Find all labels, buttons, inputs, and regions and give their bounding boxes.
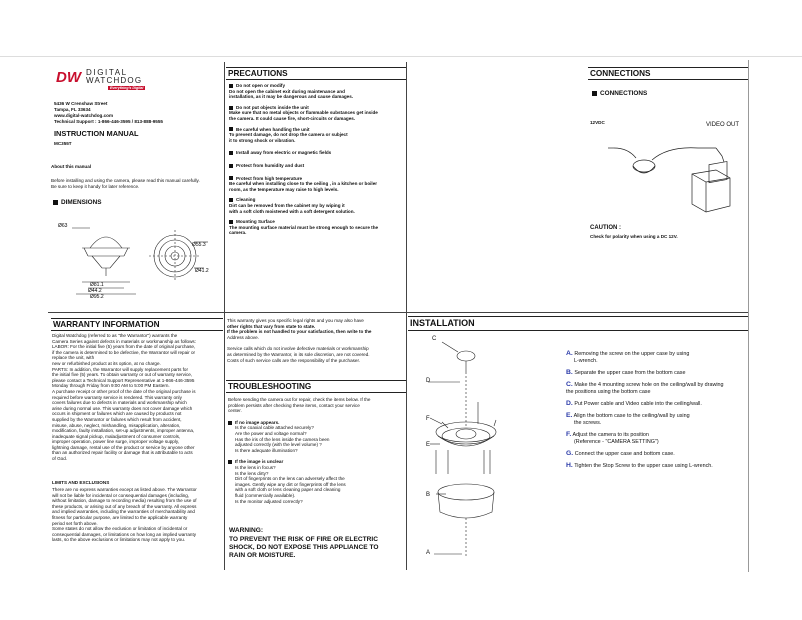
precaution-item — [229, 83, 405, 100]
mid-divider — [48, 312, 748, 313]
limits-line: without limitation, damage to recording media) resulting from the use of — [52, 498, 197, 504]
precaution-item — [229, 163, 405, 169]
install-step: D. Put Power cable and Video cable into the ceiling/wall. — [566, 400, 702, 407]
precaution-line: Dirt can be removed from the cabinet my by wiping it — [229, 202, 345, 208]
divider-2 — [406, 62, 407, 312]
precaution-title: Be careful when handling the unit — [229, 127, 405, 133]
warranty-body — [52, 333, 222, 462]
camera-dome — [633, 160, 655, 172]
address-support: Technical Support : 1-866-446-3595 / 813-888-9555 — [54, 119, 163, 124]
logo-brand-bottom: WATCHDOG — [86, 76, 143, 85]
precaution-item — [229, 150, 405, 156]
right-edge — [748, 60, 749, 572]
limits-line: lasts, so the above exclusions or limitations may not apply to you. — [52, 537, 186, 543]
about-heading: About this manual — [51, 164, 92, 169]
caution-title: CAUTION : — [590, 225, 621, 231]
connections-header: CONNECTIONS — [588, 67, 748, 80]
install-step: C. Make the 4 mounting screw hole on the ceiling/wall by drawing the positions using the bottom case — [566, 381, 724, 395]
install-step: B. Separate the upper case from the bottom case — [566, 369, 686, 376]
installation-heading: INSTALLATION — [408, 316, 748, 331]
ts-line: with a soft cloth or lens cleaning paper and cleaning — [235, 487, 341, 493]
install-step: G. Connect the upper case and bottom case. — [566, 450, 675, 457]
ts-line: Are the power and voltage normal? — [235, 430, 307, 436]
troubleshooting-heading: TROUBLESHOOTING — [226, 380, 406, 393]
precaution-line: The mounting surface material must be strong enough to secure the — [229, 224, 379, 230]
warranty-line: lightning damage, rental use of the product or service by anyone other — [52, 444, 195, 450]
dome-side-view — [90, 237, 122, 248]
diagram-label: E — [426, 442, 431, 448]
precaution-title: Mounting Surface — [229, 219, 405, 225]
legal-line: If the problem is not handled to your satisfaction, then write to the — [227, 329, 372, 335]
ts-line: fluid (commercially available). — [235, 492, 296, 498]
precaution-title: Cleaning — [229, 197, 405, 203]
warranty-line: new or refurbished product at its option, at no charge. — [52, 360, 161, 366]
dim-label: Ø95.2 — [90, 294, 104, 300]
precaution-title: Do not open or modify — [229, 83, 405, 89]
warranty-line: than an authorized repair facility or damage that is attributable to acts — [52, 450, 193, 456]
install-step: E. Align the bottom case to the ceiling/wall by using the screws. — [566, 412, 690, 426]
precaution-title: Protect from high temperature — [229, 176, 405, 182]
install-step: A. Removing the screw on the upper case by using L-wrench. — [566, 350, 690, 364]
warning-title: WARNING: — [229, 527, 264, 534]
address-street: 5436 W Crenshaw Street — [54, 101, 108, 106]
diagram-label: A — [426, 550, 431, 556]
dimensions-heading: DIMENSIONS — [53, 199, 101, 206]
warranty-line: covers failures due to defects in materials and workmanship which — [52, 400, 187, 406]
precaution-title: Protect from humidity and dust — [229, 163, 405, 169]
precaution-line: room, as the temperature may raise to high levels. — [229, 186, 339, 192]
power-cable — [614, 148, 636, 158]
installation-diagram — [420, 332, 540, 570]
precaution-item — [229, 176, 405, 193]
limits-line: these products, or arising out of any breach of the warranty. All express — [52, 503, 197, 509]
warranty-line: replace the unit, with — [52, 355, 95, 361]
legal-text — [227, 318, 403, 363]
connections-subheading: CONNECTIONS — [592, 90, 647, 97]
diagram-label: F — [426, 416, 430, 422]
video-out-label: VIDEO OUT — [706, 122, 740, 128]
precaution-line: Be careful when installing close to the ceiling , in a kitchen or boiler — [229, 181, 378, 187]
dim-label: Ø81.1 — [90, 282, 104, 288]
ts-intro-line: problem persists after checking these items, contact your service — [228, 402, 360, 408]
legal-line: This warranty gives you specific legal rights and you may also have — [227, 318, 364, 323]
precaution-line: To prevent damage, do not drop the camera or subject — [229, 132, 348, 138]
ts-line: Dirt of fingerprints on the lens can adversely affect the — [235, 476, 345, 482]
monitor — [692, 170, 730, 212]
install-step: F. Adjust the camera to its position (Reference - "CAMERA SETTING") — [566, 431, 659, 445]
precautions-list — [229, 83, 405, 236]
warranty-line: Camera Series against defects in materials or workmanship as follows: — [52, 338, 196, 344]
ts-line: Is there adequate illumination? — [235, 447, 298, 453]
warranty-line: the initial five (5) years. To obtain warranty or out of warranty service, — [52, 372, 193, 378]
warranty-heading: WARRANTY INFORMATION — [51, 318, 223, 331]
dim-label: Ø55.3 — [192, 242, 206, 248]
warranty-line: supplied by the Warrantor or failures which result from accident, — [52, 416, 182, 422]
dim-label: Ø63 — [58, 223, 68, 229]
ts-group-title: If no image appears. — [228, 420, 404, 426]
diagram-label: B — [426, 492, 431, 498]
ts-intro-line: Before sending the camera out for repair, check the items below. If the — [228, 397, 371, 402]
limits-line: period set forth above. — [52, 520, 98, 526]
warranty-line: of God. — [52, 456, 68, 462]
ts-line: images. Gently wipe any dirt or fingerprints off the lens — [235, 481, 346, 487]
address-web: www.digital-watchdog.com — [54, 113, 114, 118]
warranty-line: A purchase receipt or other proof of the date of the original purchase is — [52, 388, 196, 394]
precaution-line: camera. — [229, 230, 247, 236]
precaution-line: Do not open the cabinet exit during maintenance and — [229, 88, 345, 94]
warranty-line: inadequate signal pickup, maladjustment of consumer controls, — [52, 433, 181, 439]
camera-module — [456, 429, 476, 439]
warning-line: TO PREVENT THE RISK OF FIRE OR ELECTRIC — [229, 536, 378, 543]
warranty-line: misuse, abuse, neglect, mishandling, misapplication, alteration, — [52, 422, 181, 428]
ts-line: Is the coaxial cable attached securely? — [235, 425, 314, 431]
troubleshooting-body — [228, 397, 404, 504]
warranty-line: PARTS: In addition, the Warrantor will supply replacement parts for — [52, 366, 188, 372]
divider-1 — [224, 62, 225, 312]
precaution-item — [229, 127, 405, 144]
installation-steps — [566, 350, 746, 474]
manual-title: INSTRUCTION MANUAL — [54, 129, 139, 138]
warning-line: RAIN OR MOISTURE. — [229, 552, 296, 559]
ts-group-title: If the image is unclear — [228, 459, 404, 465]
legal-line: Address above. — [227, 334, 259, 340]
divider-3 — [224, 312, 225, 570]
address-city: Tampa, FL 33634 — [54, 107, 91, 112]
dim-label: Ø41.2 — [195, 268, 209, 274]
precaution-line: installation, as it may be dangerous and cause damages. — [229, 94, 354, 100]
upper-case — [438, 484, 494, 500]
warning-line: SHOCK, DO NOT EXPOSE THIS APPLIANCE TO — [229, 544, 379, 551]
warranty-line: Monday through Friday from 9:00 AM to 5:00 PM Eastern. — [52, 383, 170, 389]
divider-4 — [406, 312, 407, 570]
caution-text: Check for polarity when using a DC 12V. — [590, 234, 678, 239]
about-line: Be sure to keep it handy for later reference. — [51, 184, 140, 189]
warranty-line: modification, faulty installation, set-up adjustments, improper antenna, — [52, 428, 195, 434]
diagram-label: C — [432, 336, 437, 342]
warning-text — [229, 536, 378, 560]
ts-line: Is the lens dirty? — [235, 470, 269, 476]
ts-line: Is the lens in focus? — [235, 464, 276, 470]
manual-model: MC355T — [54, 141, 72, 146]
ts-intro-line: center. — [228, 408, 242, 414]
legal-line: other rights that vary from state to state. — [227, 323, 316, 329]
warranty-line: please contact a Technical Support Representative at 1-866-446-3595 — [52, 377, 195, 383]
ceiling-mount — [457, 351, 475, 361]
precautions-heading: PRECAUTIONS — [226, 67, 406, 80]
precaution-item — [229, 197, 405, 214]
warranty-line: improper operation, power line surge, improper voltage supply, — [52, 439, 180, 445]
limits-line: will not be liable for incidental or consequential damages (including, — [52, 492, 190, 498]
video-cable — [652, 148, 716, 160]
warranty-line: Digital Watchdog (referred to as "the Warrantor") warrants the — [52, 333, 178, 338]
limits-line: Some states do not allow the exclusion or limitation of incidental or — [52, 526, 188, 532]
legal-line: Service calls which do not involve defective materials or workmanship — [227, 346, 369, 352]
legal-line: as determined by the Warrantor, in its sole discretion, are not covered. — [227, 351, 370, 357]
precaution-line: with a soft cloth moistened with a soft detergent solution. — [229, 208, 355, 214]
precaution-item — [229, 105, 405, 122]
warranty-line: LABOR: For the initial five (5) years from the date of original purchase, — [52, 344, 196, 350]
logo-tagline: Everything's Digital — [110, 86, 144, 90]
logo-brand-top: DIGITAL — [86, 68, 128, 77]
logo — [52, 66, 152, 96]
limits-line: fitness for particular purpose, are limited to the applicable warranty — [52, 514, 188, 520]
dimensions-drawing — [52, 216, 222, 302]
connection-diagram — [588, 126, 744, 222]
limits-body — [52, 487, 222, 543]
top-border — [0, 56, 802, 57]
install-step: H. Tighten the Stop Screw to the upper case using L-wrench. — [566, 462, 713, 469]
logo-mark: DW — [56, 69, 81, 86]
precaution-item — [229, 219, 405, 236]
limits-line: consequential damages, or limitations on how long an implied warranty — [52, 531, 197, 537]
power-label: 12VDC — [590, 120, 605, 125]
precaution-line: it to strong shock or vibration. — [229, 137, 296, 143]
precaution-line: Make sure that no metal objects or flammable substances get inside — [229, 110, 378, 116]
limits-line: There are no express warranties except as listed above. The Warrantor — [52, 487, 197, 492]
ts-line: Has the iris of the lens inside the camera been — [235, 436, 330, 442]
precaution-title: Install away from electric or magnetic fields — [229, 150, 405, 156]
legal-line: Costs of such service calls are the responsibility of the purchaser. — [227, 357, 361, 363]
limits-heading: LIMITS AND EXCLUSIONS — [52, 480, 110, 485]
warranty-line: occurs in shipment or failures which are caused by products not — [52, 411, 182, 417]
precaution-title: Do not put objects inside the unit — [229, 105, 405, 111]
precaution-line: the camera. It could cause fire, short-circuits or damages. — [229, 115, 356, 121]
ts-line: adjusted correctly (with the level volume) ? — [235, 442, 322, 448]
warranty-line: arise during normal use. This warranty does not cover damage which — [52, 405, 193, 411]
ts-line: Is the monitor adjusted correctly? — [235, 498, 303, 504]
warranty-line: required before warranty service is rendered. This warranty only — [52, 394, 182, 400]
limits-line: and implied warranties, including the warranties of merchantability and — [52, 509, 195, 515]
dim-label: Ø44.2 — [88, 288, 102, 294]
warranty-line: if the camera is determined to be defective, the Warrantor will repair or — [52, 349, 196, 355]
diagram-label: D — [426, 378, 431, 384]
about-line: Before installing and using the camera, please read this manual carefully. — [51, 178, 200, 183]
